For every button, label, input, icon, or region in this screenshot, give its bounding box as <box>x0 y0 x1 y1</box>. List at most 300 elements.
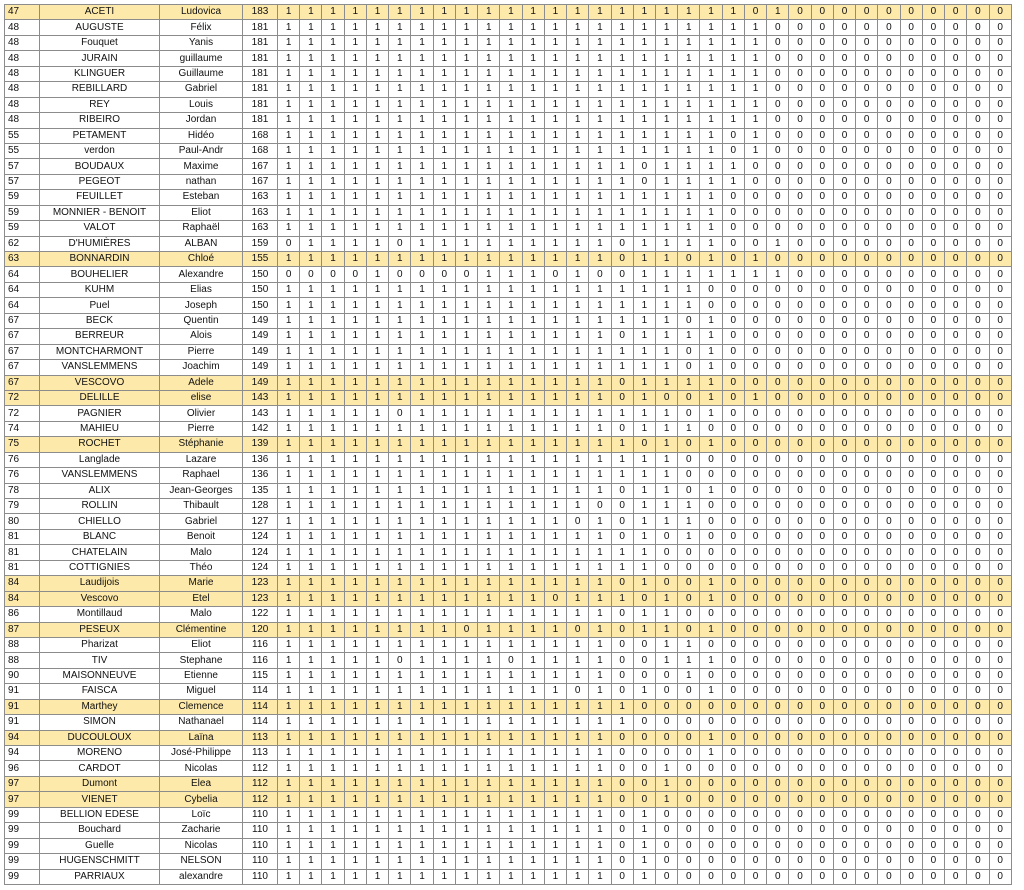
result-cell: 0 <box>744 653 766 668</box>
result-cell: 1 <box>500 715 522 730</box>
result-cell: 0 <box>455 267 477 282</box>
result-cell: 1 <box>722 51 744 66</box>
result-cell: 0 <box>945 360 967 375</box>
rank-cell: 67 <box>5 313 40 328</box>
first-name-cell: Clémentine <box>160 622 243 637</box>
result-cell: 0 <box>811 298 833 313</box>
result-cell: 0 <box>744 452 766 467</box>
result-cell: 0 <box>789 838 811 853</box>
result-cell: 1 <box>678 97 700 112</box>
result-cell: 0 <box>655 545 677 560</box>
result-cell: 0 <box>833 313 855 328</box>
result-cell: 0 <box>856 375 878 390</box>
rank-cell: 57 <box>5 174 40 189</box>
result-cell: 1 <box>589 792 611 807</box>
result-cell: 0 <box>833 622 855 637</box>
result-cell: 1 <box>589 190 611 205</box>
result-cell: 0 <box>900 329 922 344</box>
table-row <box>5 159 1012 174</box>
result-cell: 1 <box>655 761 677 776</box>
result-cell: 0 <box>700 776 722 791</box>
result-cell: 0 <box>767 143 789 158</box>
score-cell: 142 <box>243 421 278 436</box>
result-cell: 1 <box>655 298 677 313</box>
result-cell: 0 <box>945 776 967 791</box>
result-cell: 1 <box>522 66 544 81</box>
result-cell: 0 <box>945 576 967 591</box>
result-cell: 1 <box>544 576 566 591</box>
table-row <box>5 607 1012 622</box>
result-cell: 1 <box>300 807 322 822</box>
result-cell: 1 <box>633 576 655 591</box>
result-cell: 0 <box>678 622 700 637</box>
result-cell: 1 <box>322 483 344 498</box>
result-cell: 1 <box>522 406 544 421</box>
result-cell: 0 <box>700 499 722 514</box>
result-cell: 1 <box>500 869 522 884</box>
result-cell: 1 <box>389 761 411 776</box>
result-cell: 0 <box>945 699 967 714</box>
result-cell: 1 <box>389 97 411 112</box>
result-cell: 0 <box>744 483 766 498</box>
rank-cell: 99 <box>5 838 40 853</box>
table-row <box>5 20 1012 35</box>
result-cell: 1 <box>633 236 655 251</box>
result-cell: 0 <box>589 267 611 282</box>
last-name-cell: KUHM <box>40 282 160 297</box>
result-cell: 1 <box>500 576 522 591</box>
result-cell: 1 <box>700 406 722 421</box>
result-cell: 1 <box>589 807 611 822</box>
result-cell: 1 <box>700 128 722 143</box>
result-cell: 1 <box>455 421 477 436</box>
result-cell: 0 <box>856 113 878 128</box>
result-cell: 1 <box>455 869 477 884</box>
result-cell: 0 <box>722 452 744 467</box>
result-cell: 0 <box>878 746 900 761</box>
result-cell: 1 <box>344 622 366 637</box>
result-cell: 1 <box>678 5 700 20</box>
result-cell: 0 <box>789 730 811 745</box>
result-cell: 1 <box>544 190 566 205</box>
last-name-cell: Marthey <box>40 699 160 714</box>
result-cell: 1 <box>567 390 589 405</box>
result-cell: 1 <box>744 82 766 97</box>
result-cell: 0 <box>967 236 989 251</box>
table-row <box>5 483 1012 498</box>
result-cell: 1 <box>744 267 766 282</box>
result-cell: 0 <box>967 344 989 359</box>
result-cell: 1 <box>433 375 455 390</box>
score-cell: 112 <box>243 776 278 791</box>
result-cell: 1 <box>278 406 300 421</box>
result-cell: 1 <box>389 82 411 97</box>
rank-cell: 48 <box>5 35 40 50</box>
rank-cell: 76 <box>5 468 40 483</box>
score-cell: 181 <box>243 51 278 66</box>
result-cell: 0 <box>878 684 900 699</box>
first-name-cell: Malo <box>160 545 243 560</box>
result-cell: 0 <box>945 545 967 560</box>
result-cell: 1 <box>411 406 433 421</box>
result-cell: 1 <box>344 514 366 529</box>
result-cell: 1 <box>655 313 677 328</box>
result-cell: 1 <box>589 545 611 560</box>
result-cell: 1 <box>344 452 366 467</box>
result-cell: 1 <box>433 390 455 405</box>
result-cell: 1 <box>611 545 633 560</box>
result-cell: 0 <box>633 159 655 174</box>
result-cell: 0 <box>856 421 878 436</box>
result-cell: 0 <box>967 221 989 236</box>
result-cell: 1 <box>589 838 611 853</box>
result-cell: 1 <box>366 159 388 174</box>
result-cell: 0 <box>922 545 944 560</box>
rank-cell: 67 <box>5 329 40 344</box>
result-cell: 1 <box>278 360 300 375</box>
last-name-cell: PETAMENT <box>40 128 160 143</box>
result-cell: 0 <box>833 51 855 66</box>
score-cell: 136 <box>243 452 278 467</box>
result-cell: 1 <box>411 221 433 236</box>
result-cell: 1 <box>589 622 611 637</box>
result-cell: 0 <box>945 313 967 328</box>
result-cell: 0 <box>678 360 700 375</box>
result-cell: 1 <box>567 668 589 683</box>
result-cell: 0 <box>878 838 900 853</box>
result-cell: 0 <box>789 823 811 838</box>
result-cell: 0 <box>967 97 989 112</box>
result-cell: 0 <box>722 560 744 575</box>
result-cell: 1 <box>389 468 411 483</box>
last-name-cell: MAISONNEUVE <box>40 668 160 683</box>
result-cell: 0 <box>767 838 789 853</box>
result-cell: 1 <box>389 483 411 498</box>
result-cell: 1 <box>589 406 611 421</box>
result-cell: 1 <box>478 545 500 560</box>
result-cell: 1 <box>522 313 544 328</box>
result-cell: 1 <box>389 298 411 313</box>
result-cell: 0 <box>989 776 1011 791</box>
result-cell: 1 <box>433 684 455 699</box>
result-cell: 0 <box>945 468 967 483</box>
result-cell: 1 <box>455 97 477 112</box>
result-cell: 0 <box>789 97 811 112</box>
result-cell: 1 <box>589 360 611 375</box>
first-name-cell: Paul-Andr <box>160 143 243 158</box>
result-cell: 1 <box>366 854 388 869</box>
result-cell: 1 <box>500 622 522 637</box>
result-cell: 1 <box>411 113 433 128</box>
result-cell: 0 <box>878 174 900 189</box>
result-cell: 0 <box>900 313 922 328</box>
result-cell: 1 <box>700 329 722 344</box>
result-cell: 1 <box>322 622 344 637</box>
result-cell: 1 <box>478 468 500 483</box>
result-cell: 1 <box>478 807 500 822</box>
result-cell: 0 <box>789 560 811 575</box>
result-cell: 0 <box>967 128 989 143</box>
result-cell: 1 <box>366 684 388 699</box>
table-row <box>5 344 1012 359</box>
result-cell: 0 <box>900 51 922 66</box>
result-cell: 0 <box>789 174 811 189</box>
result-cell: 0 <box>945 730 967 745</box>
result-cell: 1 <box>433 668 455 683</box>
result-cell: 1 <box>278 668 300 683</box>
table-row <box>5 869 1012 884</box>
result-cell: 1 <box>322 792 344 807</box>
table-row <box>5 174 1012 189</box>
result-cell: 1 <box>544 252 566 267</box>
result-cell: 0 <box>989 113 1011 128</box>
table-row <box>5 792 1012 807</box>
result-cell: 1 <box>500 560 522 575</box>
result-cell: 1 <box>500 174 522 189</box>
result-cell: 1 <box>655 483 677 498</box>
rank-cell: 59 <box>5 205 40 220</box>
result-cell: 1 <box>544 20 566 35</box>
result-cell: 0 <box>633 174 655 189</box>
last-name-cell: BOUHELIER <box>40 267 160 282</box>
result-cell: 0 <box>856 174 878 189</box>
result-cell: 0 <box>811 252 833 267</box>
result-cell: 1 <box>544 838 566 853</box>
score-cell: 143 <box>243 406 278 421</box>
result-cell: 1 <box>433 807 455 822</box>
result-cell: 0 <box>967 159 989 174</box>
score-cell: 114 <box>243 715 278 730</box>
result-cell: 1 <box>278 344 300 359</box>
result-cell: 0 <box>611 668 633 683</box>
result-cell: 1 <box>344 66 366 81</box>
first-name-cell: Elias <box>160 282 243 297</box>
result-cell: 1 <box>278 375 300 390</box>
result-cell: 1 <box>544 313 566 328</box>
result-cell: 0 <box>811 668 833 683</box>
result-cell: 1 <box>589 221 611 236</box>
first-name-cell: Thibault <box>160 499 243 514</box>
result-cell: 1 <box>589 51 611 66</box>
result-cell: 0 <box>655 854 677 869</box>
result-cell: 1 <box>455 529 477 544</box>
result-cell: 1 <box>366 329 388 344</box>
result-cell: 1 <box>455 66 477 81</box>
result-cell: 1 <box>611 221 633 236</box>
result-cell: 1 <box>633 560 655 575</box>
table-row <box>5 452 1012 467</box>
result-cell: 0 <box>900 591 922 606</box>
result-cell: 1 <box>567 776 589 791</box>
result-cell: 1 <box>300 298 322 313</box>
result-cell: 0 <box>900 20 922 35</box>
result-cell: 0 <box>767 792 789 807</box>
score-cell: 110 <box>243 854 278 869</box>
result-cell: 1 <box>389 159 411 174</box>
result-cell: 1 <box>722 267 744 282</box>
result-cell: 1 <box>300 313 322 328</box>
result-cell: 1 <box>278 252 300 267</box>
result-cell: 1 <box>344 776 366 791</box>
result-cell: 1 <box>278 807 300 822</box>
result-cell: 1 <box>300 360 322 375</box>
score-cell: 163 <box>243 190 278 205</box>
result-cell: 0 <box>989 35 1011 50</box>
result-cell: 0 <box>945 684 967 699</box>
result-cell: 0 <box>722 205 744 220</box>
result-cell: 0 <box>767 823 789 838</box>
result-cell: 0 <box>878 20 900 35</box>
result-cell: 0 <box>744 838 766 853</box>
result-cell: 0 <box>611 514 633 529</box>
result-cell: 0 <box>833 35 855 50</box>
result-cell: 1 <box>567 560 589 575</box>
result-cell: 1 <box>344 51 366 66</box>
result-cell: 0 <box>744 776 766 791</box>
result-cell: 1 <box>589 715 611 730</box>
result-cell: 1 <box>544 113 566 128</box>
result-cell: 0 <box>744 313 766 328</box>
result-cell: 1 <box>722 97 744 112</box>
result-cell: 0 <box>767 390 789 405</box>
last-name-cell: Guelle <box>40 838 160 853</box>
result-cell: 1 <box>544 421 566 436</box>
result-cell: 0 <box>655 869 677 884</box>
result-cell: 1 <box>722 113 744 128</box>
result-cell: 1 <box>633 113 655 128</box>
score-cell: 149 <box>243 313 278 328</box>
result-cell: 0 <box>989 545 1011 560</box>
result-cell: 0 <box>655 390 677 405</box>
result-cell: 1 <box>522 838 544 853</box>
result-cell: 0 <box>989 437 1011 452</box>
score-cell: 181 <box>243 66 278 81</box>
result-cell: 0 <box>789 329 811 344</box>
first-name-cell: Théo <box>160 560 243 575</box>
result-cell: 1 <box>300 236 322 251</box>
result-cell: 0 <box>922 20 944 35</box>
result-cell: 1 <box>700 97 722 112</box>
result-cell: 0 <box>722 499 744 514</box>
result-cell: 1 <box>411 545 433 560</box>
result-cell: 0 <box>900 344 922 359</box>
result-cell: 1 <box>478 360 500 375</box>
result-cell: 0 <box>900 854 922 869</box>
result-cell: 0 <box>856 329 878 344</box>
table-row <box>5 205 1012 220</box>
result-cell: 1 <box>544 792 566 807</box>
result-cell: 1 <box>655 452 677 467</box>
result-cell: 1 <box>478 746 500 761</box>
result-cell: 0 <box>900 622 922 637</box>
result-cell: 0 <box>878 375 900 390</box>
result-cell: 1 <box>411 653 433 668</box>
result-cell: 0 <box>678 252 700 267</box>
result-cell: 1 <box>478 5 500 20</box>
result-cell: 1 <box>522 560 544 575</box>
result-cell: 1 <box>366 668 388 683</box>
result-cell: 1 <box>500 5 522 20</box>
result-cell: 0 <box>833 468 855 483</box>
result-cell: 1 <box>366 375 388 390</box>
result-cell: 1 <box>589 390 611 405</box>
first-name-cell: Laïna <box>160 730 243 745</box>
result-cell: 0 <box>744 421 766 436</box>
result-cell: 0 <box>811 452 833 467</box>
result-cell: 1 <box>522 576 544 591</box>
result-cell: 1 <box>522 869 544 884</box>
result-cell: 1 <box>500 746 522 761</box>
result-cell: 0 <box>922 282 944 297</box>
result-cell: 0 <box>789 360 811 375</box>
result-cell: 0 <box>989 761 1011 776</box>
result-cell: 0 <box>611 838 633 853</box>
result-cell: 0 <box>789 51 811 66</box>
result-cell: 0 <box>967 684 989 699</box>
table-row <box>5 838 1012 853</box>
result-cell: 1 <box>500 437 522 452</box>
result-cell: 0 <box>833 390 855 405</box>
result-cell: 0 <box>878 267 900 282</box>
result-cell: 1 <box>567 761 589 776</box>
result-cell: 1 <box>455 329 477 344</box>
result-cell: 0 <box>789 221 811 236</box>
result-cell: 0 <box>922 360 944 375</box>
result-cell: 1 <box>366 20 388 35</box>
result-cell: 1 <box>678 637 700 652</box>
result-cell: 1 <box>478 838 500 853</box>
table-row <box>5 66 1012 81</box>
result-cell: 1 <box>455 282 477 297</box>
result-cell: 0 <box>567 684 589 699</box>
result-cell: 0 <box>856 545 878 560</box>
result-cell: 0 <box>967 637 989 652</box>
table-row <box>5 730 1012 745</box>
score-cell: 122 <box>243 607 278 622</box>
result-cell: 0 <box>989 360 1011 375</box>
table-row <box>5 298 1012 313</box>
result-cell: 0 <box>833 5 855 20</box>
result-cell: 1 <box>366 205 388 220</box>
result-cell: 1 <box>322 869 344 884</box>
result-cell: 1 <box>478 499 500 514</box>
result-cell: 1 <box>433 823 455 838</box>
result-cell: 1 <box>278 468 300 483</box>
result-cell: 0 <box>744 499 766 514</box>
result-cell: 0 <box>700 298 722 313</box>
result-cell: 1 <box>478 252 500 267</box>
result-cell: 0 <box>945 205 967 220</box>
result-cell: 0 <box>722 869 744 884</box>
result-cell: 1 <box>433 205 455 220</box>
result-cell: 0 <box>945 35 967 50</box>
result-cell: 1 <box>322 406 344 421</box>
result-cell: 0 <box>967 468 989 483</box>
result-cell: 0 <box>922 51 944 66</box>
result-cell: 0 <box>455 622 477 637</box>
result-cell: 1 <box>433 20 455 35</box>
result-cell: 0 <box>722 668 744 683</box>
score-cell: 116 <box>243 653 278 668</box>
first-name-cell: Pierre <box>160 344 243 359</box>
result-cell: 0 <box>811 807 833 822</box>
result-cell: 1 <box>678 653 700 668</box>
result-cell: 1 <box>455 807 477 822</box>
result-cell: 0 <box>722 807 744 822</box>
result-cell: 1 <box>411 97 433 112</box>
score-cell: 124 <box>243 560 278 575</box>
result-cell: 1 <box>500 360 522 375</box>
